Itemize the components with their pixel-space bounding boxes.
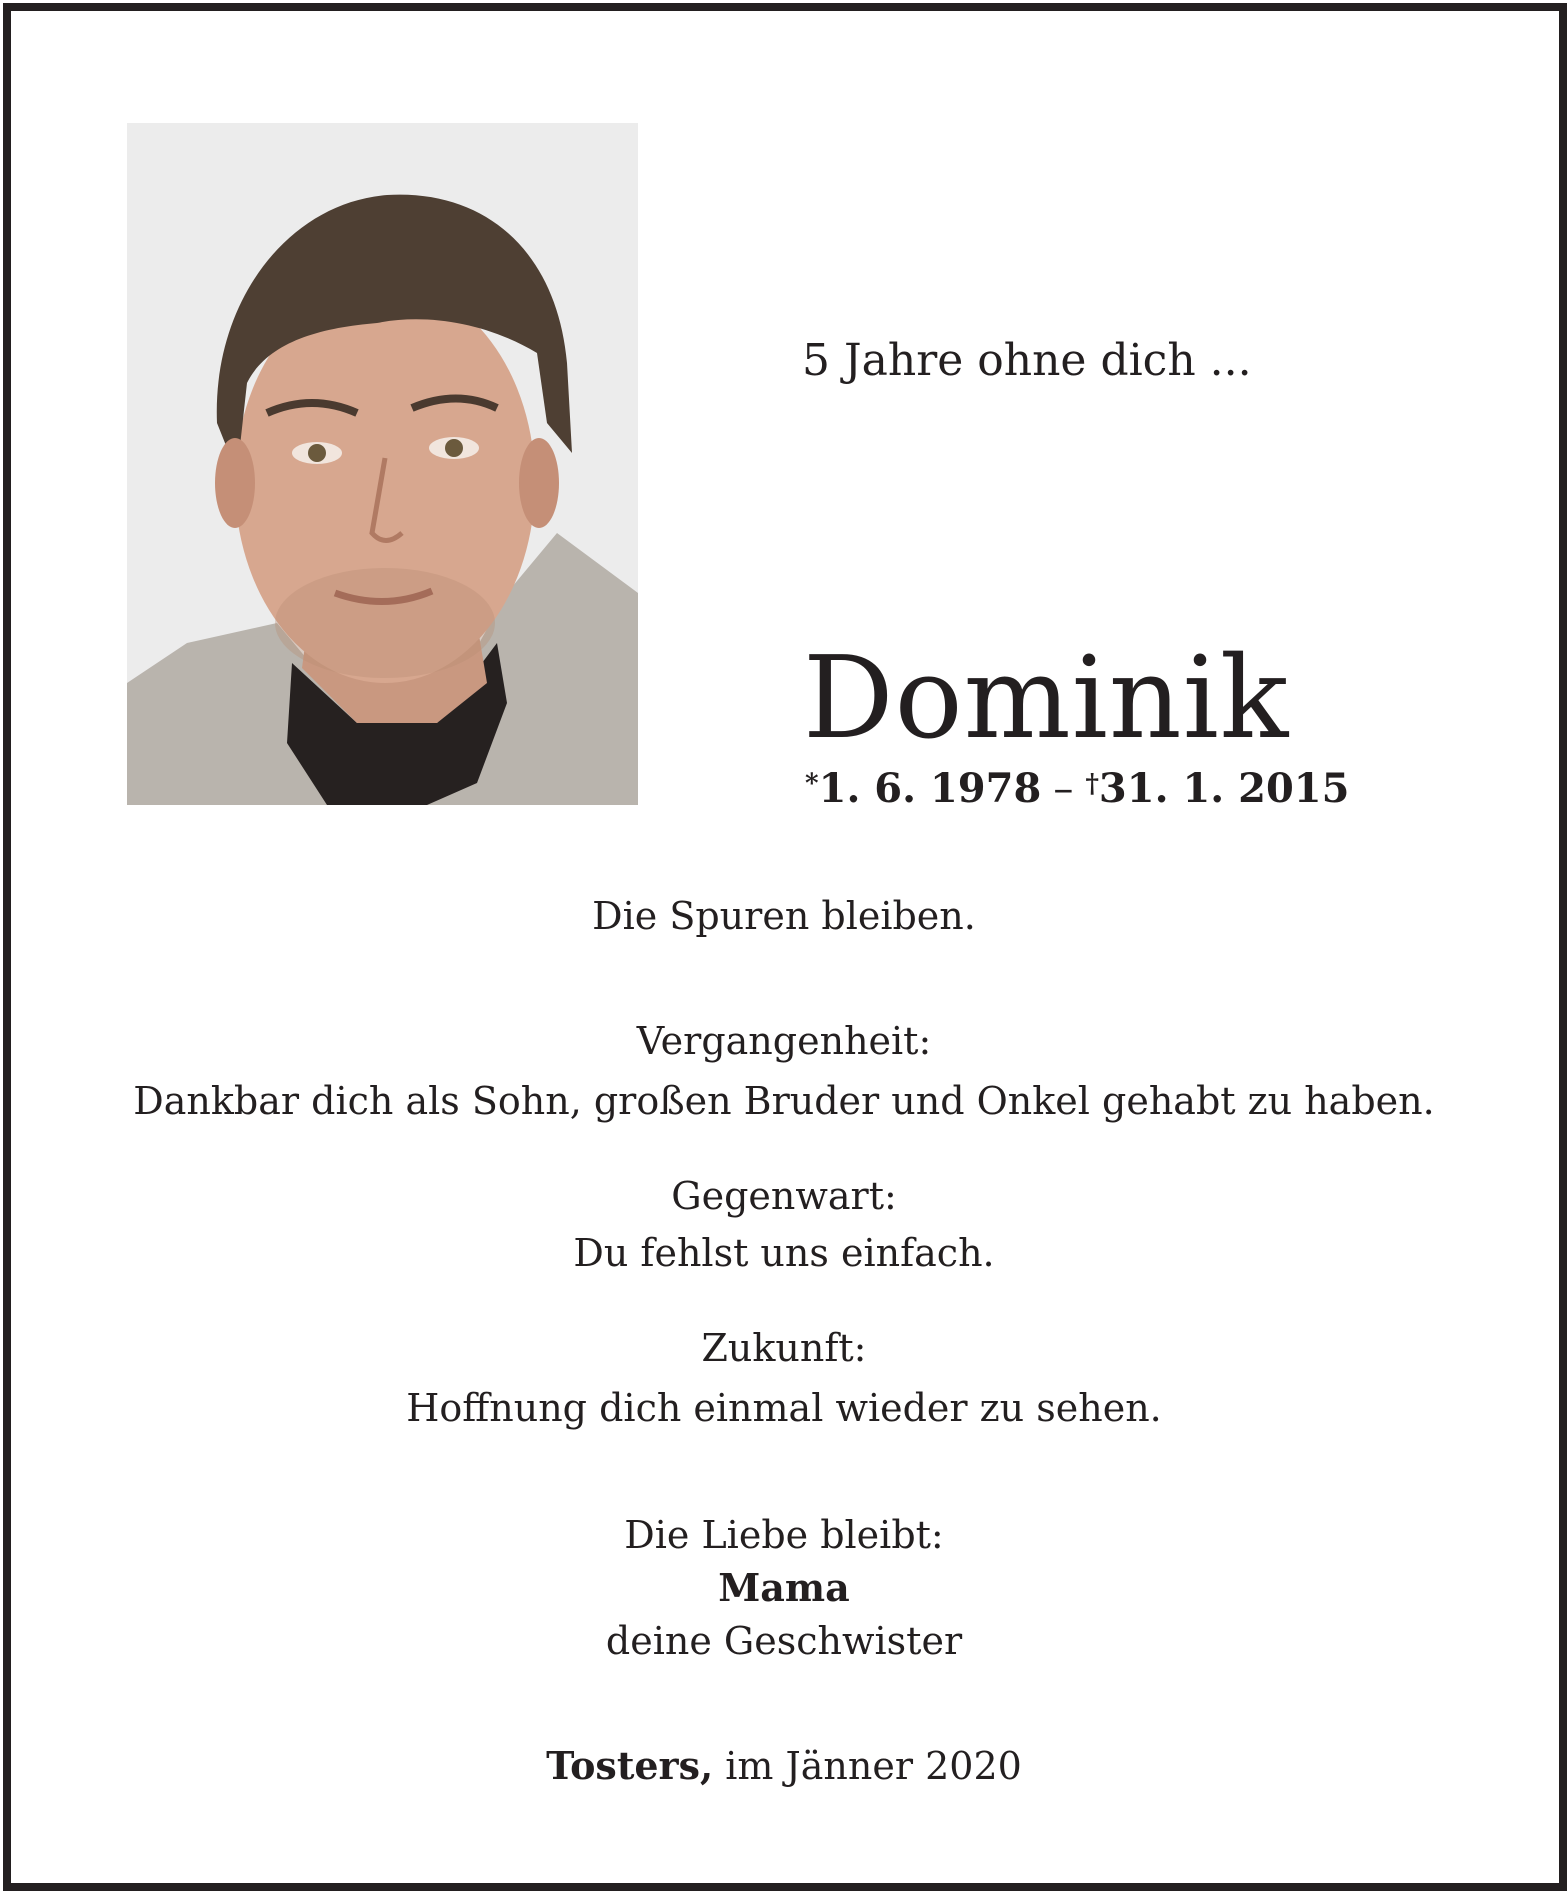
gegenwart-label: Gegenwart: [671, 1174, 897, 1218]
date-dash: – [1053, 766, 1074, 812]
intro-line: 5 Jahre ohne dich ... [802, 335, 1252, 386]
death-date: 31. 1. 2015 [1098, 765, 1350, 812]
line-spuren: Die Spuren bleiben. [592, 894, 976, 938]
date-text: im Jänner 2020 [725, 1744, 1022, 1788]
geschwister-signature: deine Geschwister [605, 1619, 963, 1663]
life-dates [805, 764, 1349, 819]
portrait-photo [127, 123, 638, 805]
portrait-illustration [127, 123, 638, 805]
zukunft-text: Hoffnung dich einmal wieder zu sehen. [406, 1386, 1162, 1430]
death-symbol: † [1085, 769, 1099, 799]
gegenwart-text: Du fehlst uns einfach. [573, 1231, 995, 1275]
zukunft-label: Zukunft: [701, 1326, 867, 1370]
deceased-name: Dominik [803, 632, 1290, 764]
vergangenheit-text: Dankbar dich als Sohn, großen Bruder und Onkel gehabt zu haben. [133, 1079, 1435, 1123]
place-name: Tosters, [546, 1743, 714, 1788]
place-date [11, 1741, 1557, 1791]
liebe-label: Die Liebe bleibt: [624, 1513, 944, 1557]
birth-symbol: * [805, 769, 819, 799]
birth-date: 1. 6. 1978 [818, 765, 1042, 812]
mama-signature: Mama [718, 1565, 850, 1610]
vergangenheit-label: Vergangenheit: [636, 1019, 932, 1063]
